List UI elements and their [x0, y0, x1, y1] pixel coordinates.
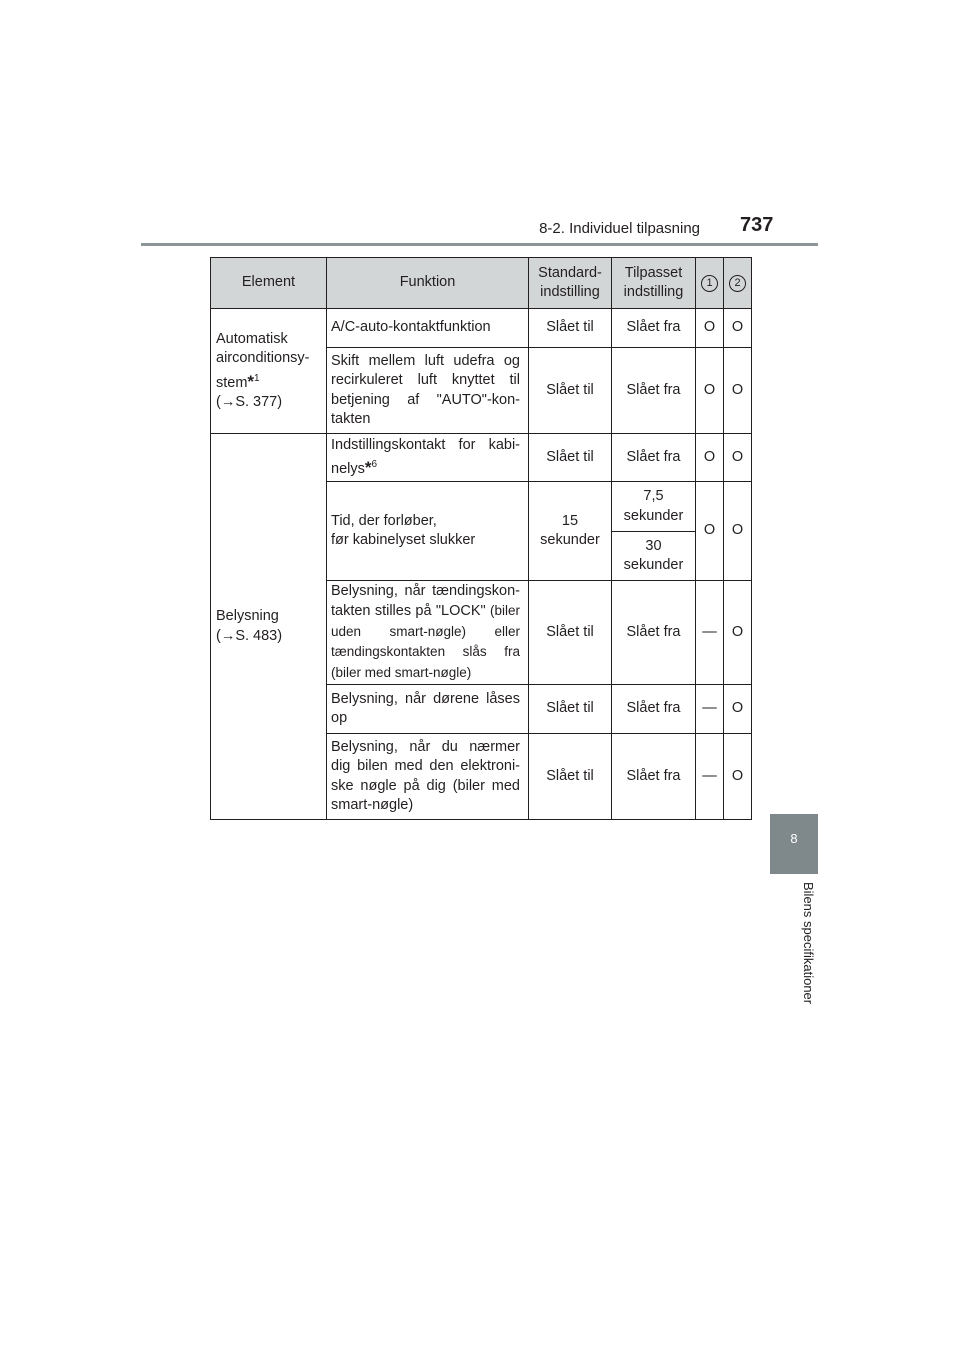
- page-header-title: 8-2. Individuel tilpasning: [539, 220, 700, 237]
- header-col2: [724, 258, 752, 309]
- custom-cell: Slået fra: [612, 348, 696, 434]
- custom-line: 7,5: [643, 488, 664, 504]
- footnote-star-icon: *: [364, 457, 372, 477]
- table-row: [211, 309, 752, 348]
- custom-cell: Slået fra: [612, 309, 696, 348]
- element-cell-aircon: [211, 309, 327, 434]
- function-text: Indstillingskontakt for kabi-nelys: [331, 436, 520, 477]
- table-row: [211, 434, 752, 482]
- col2-cell: O: [724, 434, 752, 482]
- function-line: (biler uden smart-nøgle) eller tændingskontakten slås fra: [331, 603, 520, 660]
- default-cell: Slået til: [529, 581, 612, 685]
- element-cell-lighting: [211, 434, 327, 820]
- function-line: før kabinelyset slukker: [331, 532, 476, 548]
- default-cell: Slået til: [529, 685, 612, 734]
- function-line: Tid, der forløber,: [331, 512, 437, 529]
- custom-line: 30: [645, 537, 662, 554]
- default-cell: [529, 482, 612, 581]
- custom-cell: Slået fra: [612, 434, 696, 482]
- custom-cell: Slået fra: [612, 685, 696, 734]
- header-col1: [696, 258, 724, 309]
- footnote-number: 6: [371, 459, 378, 471]
- custom-cell: Slået fra: [612, 734, 696, 820]
- function-cell: [327, 581, 529, 685]
- col2-cell: O: [724, 309, 752, 348]
- col1-cell: O: [696, 348, 724, 434]
- col1-cell: —: [696, 734, 724, 820]
- function-cell: Belysning, når dørene låses op: [327, 685, 529, 734]
- col1-cell: —: [696, 581, 724, 685]
- function-cell: [327, 482, 529, 581]
- col1-cell: O: [696, 309, 724, 348]
- default-cell: Slået til: [529, 734, 612, 820]
- header-element: Element: [211, 258, 327, 309]
- table-header-row: [211, 258, 752, 309]
- default-cell: Slået til: [529, 348, 612, 434]
- chapter-side-label: Bilens specifikationer: [801, 882, 816, 1005]
- header-custom-setting: Tilpasset indstilling: [612, 258, 696, 309]
- custom-line: sekunder: [623, 507, 684, 524]
- function-line: (biler med smart-nøgle): [331, 664, 472, 680]
- header-rule: [141, 243, 818, 246]
- header-default-setting: Standard-indstilling: [529, 258, 612, 309]
- chapter-side-tab: 8: [770, 814, 818, 874]
- default-line: 15: [561, 512, 579, 529]
- col1-cell: —: [696, 685, 724, 734]
- col2-cell: O: [724, 348, 752, 434]
- footnote-star-icon: *: [247, 371, 255, 391]
- circled-number-2: 2: [729, 275, 746, 292]
- element-name: Belysning: [216, 608, 279, 624]
- col1-cell: O: [696, 434, 724, 482]
- function-line: Belysning, når tændingskon-takten stilles på "LOCK": [331, 582, 520, 620]
- customization-table: [210, 257, 752, 820]
- function-cell: Belysning, når du nærmer dig bilen med den elektroni-ske nøgle på dig (biler med smart-nøgle): [327, 734, 529, 820]
- header-function: Funktion: [327, 258, 529, 309]
- col2-cell: O: [724, 482, 752, 581]
- custom-cell: [612, 482, 696, 532]
- default-cell: Slået til: [529, 434, 612, 482]
- footnote-number: 1: [254, 372, 260, 384]
- col1-cell: O: [696, 482, 724, 581]
- circled-number-1: 1: [701, 275, 718, 292]
- default-line: sekunder: [540, 532, 600, 548]
- page-number: 737: [740, 214, 774, 236]
- function-cell: Skift mellem luft udefra og recirkuleret luft knyttet til betjening af "AUTO"-kon-takten: [327, 348, 529, 434]
- function-cell: A/C-auto-kontaktfunktion: [327, 309, 529, 348]
- element-ref: (→S. 483): [216, 627, 283, 644]
- custom-cell: Slået fra: [612, 581, 696, 685]
- custom-cell: [612, 532, 696, 581]
- col2-cell: O: [724, 581, 752, 685]
- col2-cell: O: [724, 734, 752, 820]
- custom-line: sekunder: [623, 557, 684, 573]
- element-name: Automatisk airconditionsy-stem: [216, 330, 310, 391]
- default-cell: Slået til: [529, 309, 612, 348]
- element-ref: (→S. 377): [216, 393, 283, 410]
- function-cell: [327, 434, 529, 482]
- col2-cell: O: [724, 685, 752, 734]
